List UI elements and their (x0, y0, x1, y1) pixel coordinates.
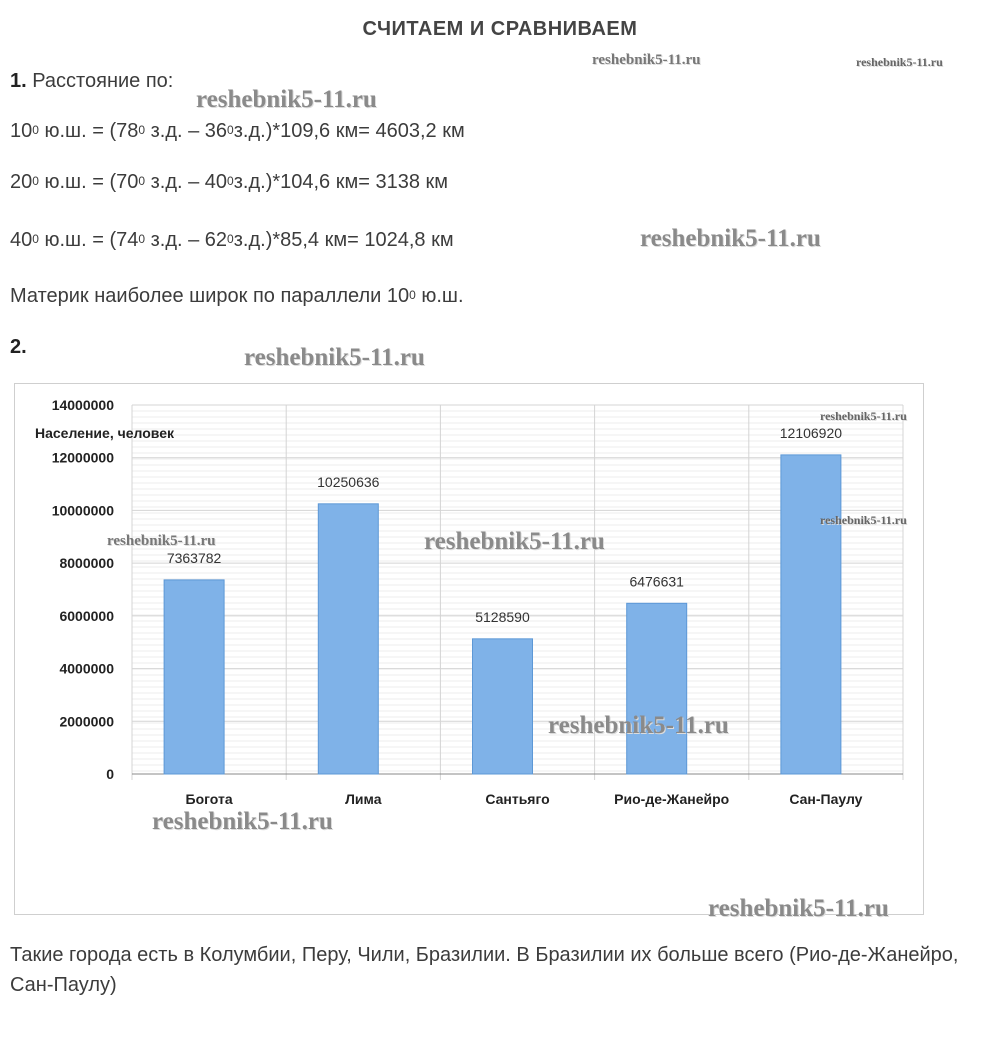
data-label: 12106920 (779, 424, 843, 441)
question-2-heading: 2. (10, 336, 27, 358)
question-number: 1. (10, 70, 27, 92)
distance-row: $10^0$ ю.ш. = ($78^0$ з.д. – $36^0з.д.)*109,6$ км= 4603,2 км (10, 120, 465, 142)
watermark: reshebnik5-11.ru (244, 344, 425, 371)
x-tick-label: Богота (185, 791, 233, 807)
bar (627, 603, 687, 774)
bar (164, 580, 224, 774)
watermark: reshebnik5-11.ru (107, 533, 216, 549)
distance-row: $40^0$ ю.ш. = ($74^0$ з.д. – $62^0з.д.)*85,4$ км= 1024,8 км (10, 229, 454, 251)
y-tick-label: 10000000 (51, 502, 114, 519)
watermark: reshebnik5-11.ru (708, 895, 889, 922)
distance-row: $20^0$ ю.ш. = ($70^0$ з.д. – $40^0з.д.)*104,6$ км= 3138 км (10, 171, 449, 193)
y-tick-label: 12000000 (51, 449, 114, 466)
y-tick-label: 2000000 (59, 713, 114, 730)
x-tick-label: Сантьяго (485, 791, 550, 807)
watermark: reshebnik5-11.ru (152, 808, 333, 835)
question-intro: Расстояние по: (32, 70, 174, 92)
y-tick-label: 14000000 (51, 397, 114, 413)
y-tick-label: 4000000 (59, 660, 114, 677)
watermark: reshebnik5-11.ru (592, 52, 701, 68)
watermark: reshebnik5-11.ru (640, 225, 821, 252)
watermark: reshebnik5-11.ru (196, 86, 377, 113)
y-tick-label: 0 (106, 766, 114, 782)
x-tick-label: Сан-Паулу (789, 791, 863, 807)
answer-text: Такие города есть в Колумбии, Перу, Чили, Бразилии. В Бразилии их больше всего (Рио-де-Жанейро, Сан-Паулу) (10, 944, 959, 996)
conclusion: Материк наиболее широк по параллели $10^0$ ю.ш. (10, 285, 464, 307)
watermark: reshebnik5-11.ru (820, 409, 907, 423)
chart-frame (14, 383, 924, 915)
data-label: 10250636 (317, 473, 380, 490)
watermark: reshebnik5-11.ru (548, 712, 729, 739)
data-label: 7363782 (166, 549, 222, 566)
watermark: reshebnik5-11.ru (856, 55, 943, 69)
data-label: 5128590 (475, 608, 530, 625)
y-axis-label: Население, человек (35, 425, 174, 441)
watermark: reshebnik5-11.ru (820, 513, 907, 527)
bar (781, 455, 841, 774)
bar (318, 504, 378, 774)
question-1-heading (10, 70, 173, 93)
x-tick-label: Лима (345, 791, 382, 807)
data-label: 6476631 (629, 573, 684, 590)
x-tick-label: Рио-де-Жанейро (614, 791, 730, 807)
page-title: СЧИТАЕМ И СРАВНИВАЕМ (362, 18, 638, 40)
y-tick-label: 8000000 (59, 555, 114, 572)
watermark: reshebnik5-11.ru (424, 528, 605, 555)
bar (473, 639, 533, 774)
y-tick-label: 6000000 (59, 607, 114, 624)
